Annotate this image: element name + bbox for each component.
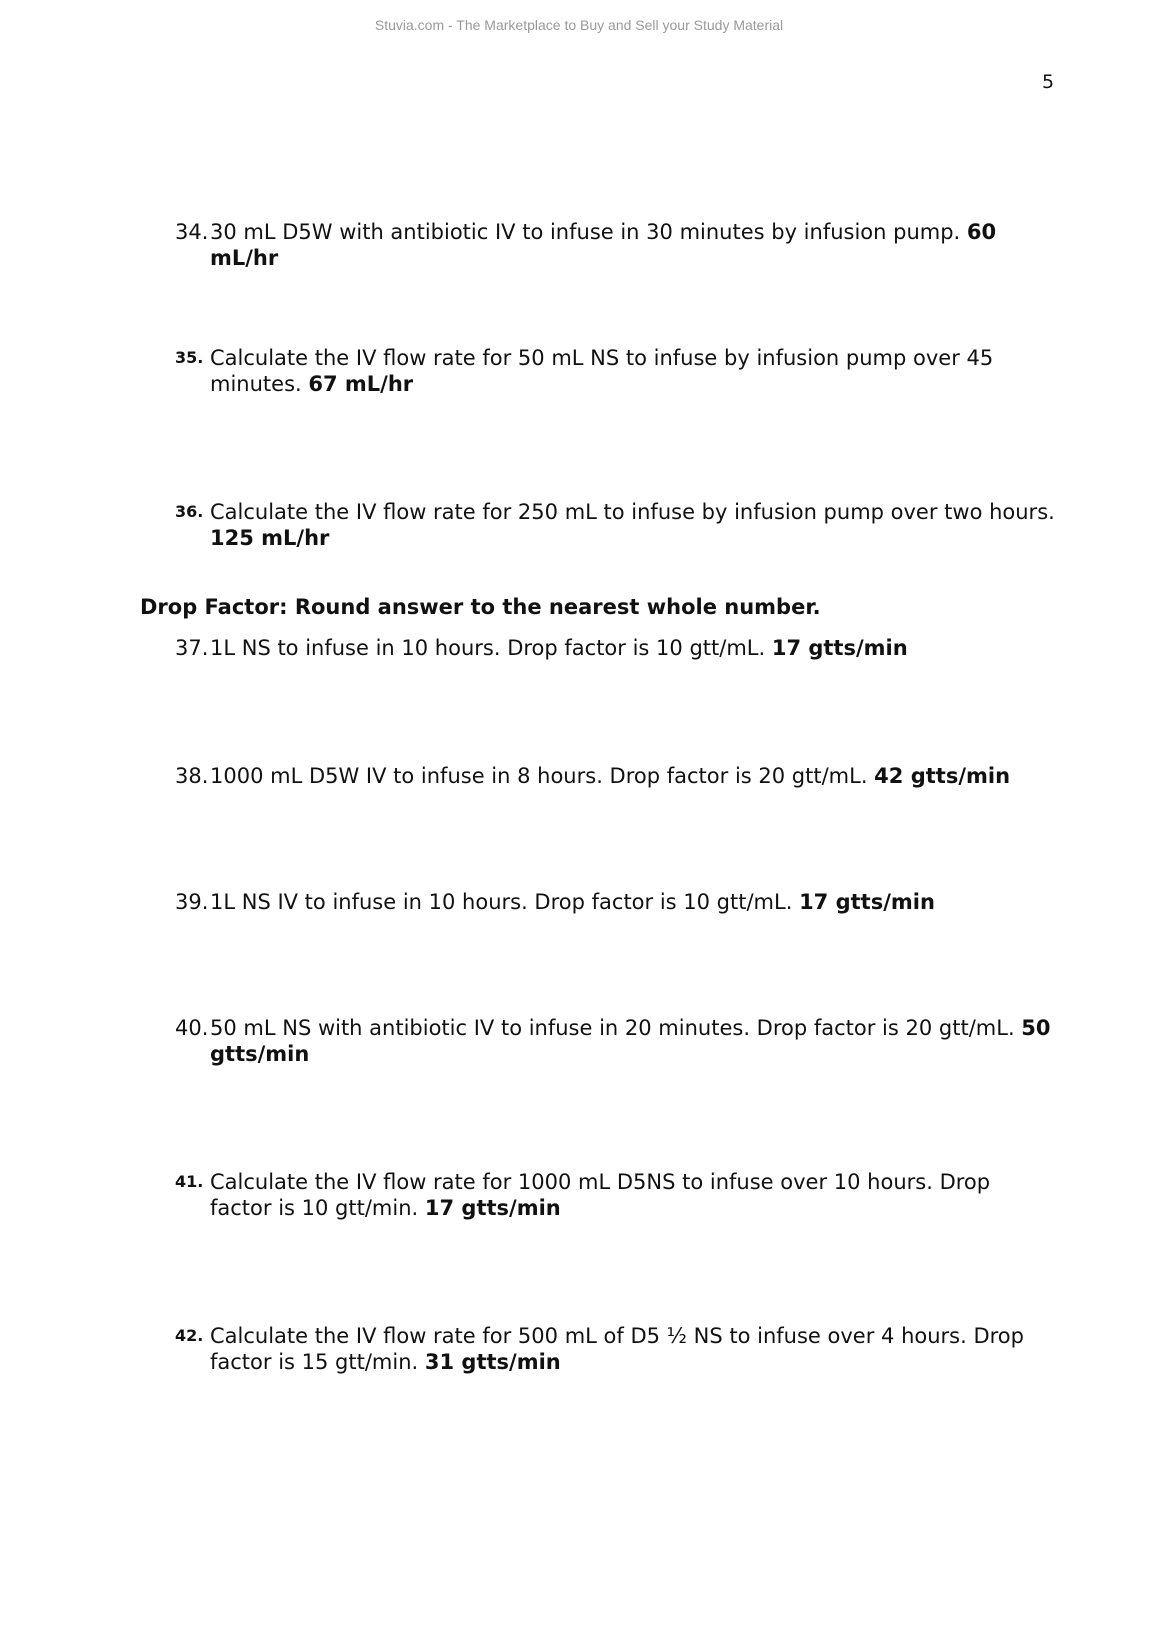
question-answer: 67 mL/hr bbox=[308, 372, 414, 396]
question-answer: 42 gtts/min bbox=[874, 764, 1011, 788]
question-answer: 50 gtts/min bbox=[210, 1016, 1051, 1066]
question-number: 38. bbox=[175, 764, 209, 788]
question-text: Calculate the IV flow rate for 50 mL NS to infuse by infusion pump over 45 minutes. bbox=[210, 346, 994, 396]
page-number: 5 bbox=[1042, 71, 1055, 93]
question-38 bbox=[175, 763, 1075, 789]
question-answer: 17 gtts/min bbox=[771, 636, 908, 660]
question-text-block bbox=[210, 499, 1055, 551]
question-answer: 60 mL/hr bbox=[210, 220, 997, 270]
question-text-block bbox=[210, 1323, 1055, 1375]
question-answer: 125 mL/hr bbox=[210, 526, 330, 550]
question-text: 30 mL D5W with antibiotic IV to infuse in 30 minutes by infusion pump. bbox=[210, 220, 967, 244]
question-number: 40. bbox=[175, 1016, 209, 1040]
question-34 bbox=[175, 219, 1055, 271]
question-answer: 31 gtts/min bbox=[424, 1350, 561, 1374]
section-heading: Drop Factor: Round answer to the nearest whole number. bbox=[140, 595, 821, 619]
question-text-block bbox=[210, 345, 1055, 397]
question-number: 34. bbox=[175, 220, 209, 244]
question-text: 1000 mL D5W IV to infuse in 8 hours. Drop factor is 20 gtt/mL. bbox=[210, 764, 875, 788]
question-number: 39. bbox=[175, 890, 209, 914]
question-text-block bbox=[210, 219, 1055, 271]
question-text: 50 mL NS with antibiotic IV to infuse in 20 minutes. Drop factor is 20 gtt/mL. bbox=[210, 1016, 1022, 1040]
watermark-header: Stuvia.com - The Marketplace to Buy and Sell your Study Material bbox=[374, 17, 784, 33]
question-39 bbox=[175, 889, 1055, 915]
question-35 bbox=[175, 345, 1055, 397]
question-37 bbox=[175, 635, 1055, 661]
question-text-block bbox=[210, 889, 1055, 915]
question-text: Calculate the IV flow rate for 1000 mL D5NS to infuse over 10 hours. Drop factor is 10 gtt/min. bbox=[210, 1170, 991, 1220]
question-text-block bbox=[210, 763, 1075, 789]
question-text: 1L NS IV to infuse in 10 hours. Drop factor is 10 gtt/mL. bbox=[210, 890, 800, 914]
question-text-block bbox=[210, 635, 1055, 661]
question-number: 35. bbox=[175, 348, 204, 367]
question-answer: 17 gtts/min bbox=[799, 890, 935, 914]
question-40 bbox=[175, 1015, 1055, 1067]
question-number: 41. bbox=[175, 1172, 204, 1191]
question-42 bbox=[175, 1323, 1055, 1375]
question-answer: 17 gtts/min bbox=[424, 1196, 561, 1220]
question-text-block bbox=[210, 1169, 1055, 1221]
question-text: Calculate the IV flow rate for 500 mL of D5 ½ NS to infuse over 4 hours. Drop factor is 15 gtt/min. bbox=[210, 1324, 1024, 1374]
question-number: 37. bbox=[175, 636, 209, 660]
question-text: 1L NS to infuse in 10 hours. Drop factor is 10 gtt/mL. bbox=[210, 636, 772, 660]
question-number: 36. bbox=[175, 502, 204, 521]
question-36 bbox=[175, 499, 1055, 551]
question-text-block bbox=[210, 1015, 1055, 1067]
question-41 bbox=[175, 1169, 1055, 1221]
question-number: 42. bbox=[175, 1326, 204, 1345]
question-text: Calculate the IV flow rate for 250 mL to infuse by infusion pump over two hours. bbox=[210, 500, 1055, 524]
